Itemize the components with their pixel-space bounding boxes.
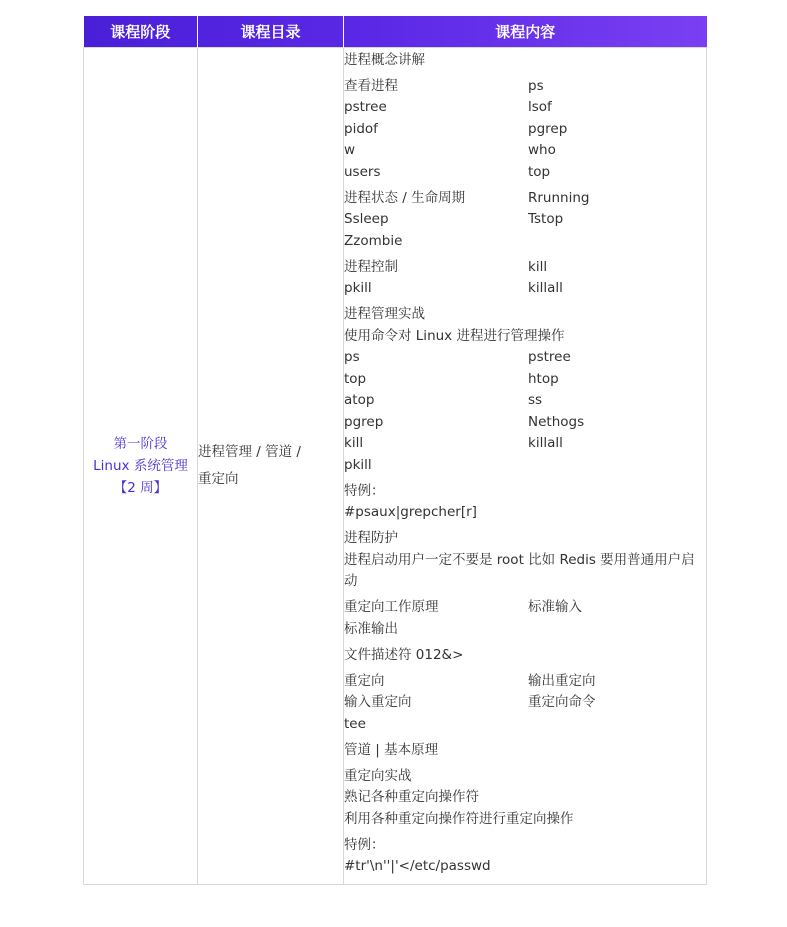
content-group: [344, 671, 706, 736]
header-stage: 课程阶段: [84, 16, 198, 48]
content-item: 查看进程: [344, 77, 398, 94]
content-item: pgrep: [528, 120, 568, 137]
content-row: [344, 188, 706, 210]
content-group: [344, 645, 706, 667]
content-line: #tr'\n''|'</etc/passwd: [344, 858, 491, 875]
content-item: 进程状态 / 生命周期: [344, 189, 466, 206]
content-item: ps: [344, 349, 360, 366]
content-line: 进程管理实战: [344, 306, 425, 323]
content-group: [344, 50, 706, 72]
content-item: pstree: [344, 99, 387, 116]
catalog-cell: [198, 48, 344, 885]
content-group: [344, 597, 706, 640]
content-row: [344, 257, 706, 279]
content-line: Zzombie: [344, 232, 403, 249]
content-item: users: [344, 163, 381, 180]
header-catalog: 课程目录: [198, 16, 344, 48]
content-item: ps: [528, 77, 544, 94]
content-row: [344, 97, 706, 119]
content-row: [344, 347, 706, 369]
content-item: pidof: [344, 120, 378, 137]
content-item: atop: [344, 392, 375, 409]
content-row: [344, 597, 706, 619]
content-group: [344, 481, 706, 524]
content-item: Ssleep: [344, 211, 389, 228]
content-item: top: [344, 370, 367, 387]
content-item: kill: [344, 435, 364, 452]
content-row: [344, 692, 706, 714]
content-group: [344, 766, 706, 831]
stage-name: 第一阶段: [113, 436, 168, 452]
content-row: [344, 671, 706, 693]
content-item: killall: [528, 435, 563, 452]
content-line: 进程概念讲解: [344, 51, 425, 68]
stage-duration: 【2 周】: [113, 480, 168, 496]
content-row: [344, 412, 706, 434]
content-line: 使用命令对 Linux 进程进行管理操作: [344, 327, 565, 344]
content-line: 进程防护: [344, 530, 398, 547]
content-line: 文件描述符 012&>: [344, 646, 464, 663]
content-line: 特例：: [344, 836, 385, 853]
content-item: Rrunning: [528, 189, 590, 206]
content-item: top: [528, 163, 551, 180]
content-row: [344, 162, 706, 184]
content-item: 重定向命令: [528, 694, 596, 711]
content-item: who: [528, 142, 556, 159]
content-line: tee: [344, 715, 366, 732]
content-item: 输出重定向: [528, 672, 596, 689]
table-row: [84, 48, 707, 885]
content-line: 标准输出: [344, 620, 398, 637]
content-line: 熟记各种重定向操作符: [344, 789, 479, 806]
content-item: Tstop: [528, 211, 564, 228]
content-row: [344, 140, 706, 162]
content-group: [344, 835, 706, 878]
content-list: [344, 50, 706, 878]
catalog-line: 重定向: [198, 471, 239, 487]
content-group: [344, 528, 706, 593]
content-item: htop: [528, 370, 559, 387]
content-row: [344, 278, 706, 300]
header-content: 课程内容: [495, 23, 556, 41]
content-line: 重定向实战: [344, 767, 412, 784]
content-item: kill: [528, 258, 548, 275]
content-item: Nethogs: [528, 413, 585, 430]
content-row: [344, 209, 706, 231]
content-cell: [344, 48, 707, 885]
content-item: 标准输入: [528, 599, 582, 616]
content-item: 输入重定向: [344, 694, 412, 711]
catalog-line: 进程管理 / 管道 /: [198, 444, 301, 460]
content-line: pkill: [344, 456, 372, 473]
content-item: ss: [528, 392, 543, 409]
content-group: [344, 188, 706, 253]
content-line: 管道 | 基本原理: [344, 741, 439, 758]
stage-subject: Linux 系统管理: [93, 458, 188, 474]
content-row: [344, 433, 706, 455]
content-row: [344, 76, 706, 98]
content-item: killall: [528, 280, 563, 297]
content-group: [344, 76, 706, 184]
content-line: 进程启动用户一定不要是 root 比如 Redis 要用普通用户启动: [344, 551, 695, 590]
content-item: w: [344, 142, 356, 159]
course-table: [83, 16, 707, 885]
stage-cell: [84, 48, 198, 885]
content-line: 特例：: [344, 482, 385, 499]
content-item: 进程控制: [344, 258, 398, 275]
content-item: 重定向: [344, 672, 385, 689]
content-group: [344, 304, 706, 476]
content-row: [344, 390, 706, 412]
content-group: [344, 257, 706, 300]
content-row: [344, 119, 706, 141]
content-item: pkill: [344, 280, 372, 297]
content-item: pstree: [528, 349, 571, 366]
content-line: #psaux|grepcher[r]: [344, 504, 477, 521]
content-item: 重定向工作原理: [344, 599, 439, 616]
content-line: 利用各种重定向操作符进行重定向操作: [344, 810, 574, 827]
content-group: [344, 740, 706, 762]
content-row: [344, 369, 706, 391]
table-header-row: [84, 16, 707, 48]
content-item: pgrep: [344, 413, 384, 430]
content-item: lsof: [528, 99, 552, 116]
